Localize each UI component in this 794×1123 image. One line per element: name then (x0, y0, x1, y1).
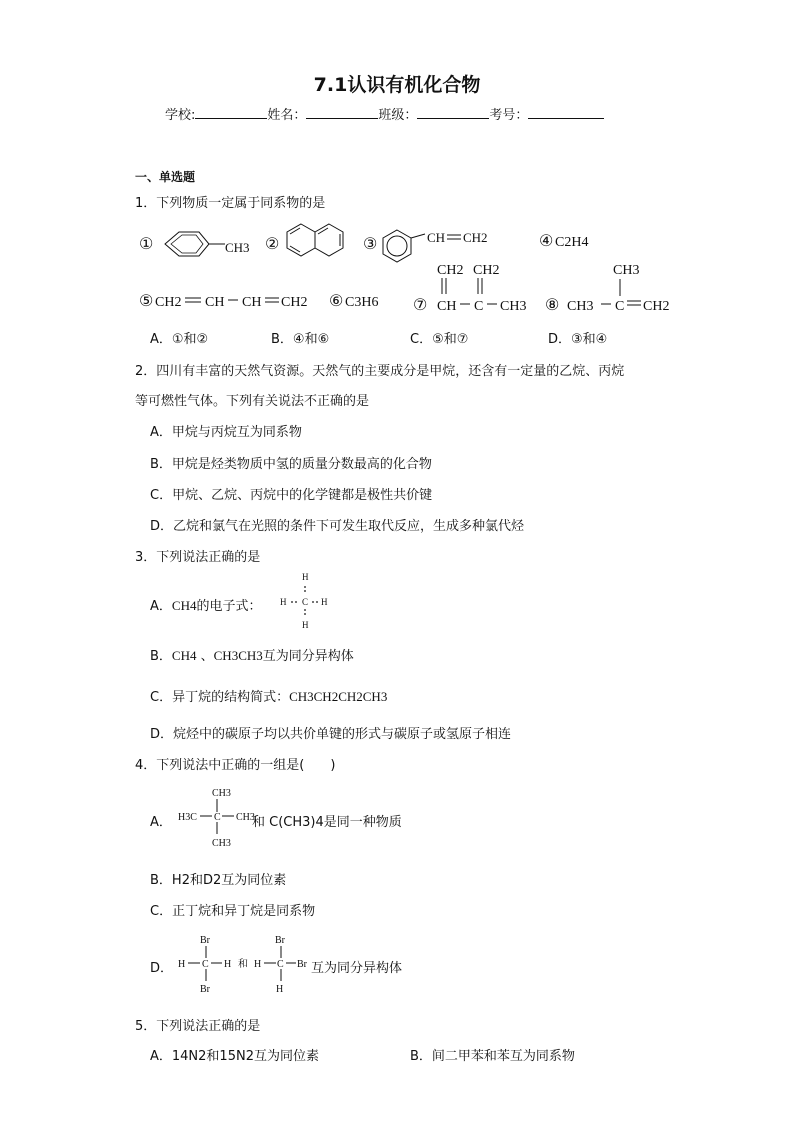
np-ch3-bottom: CH3 (212, 838, 231, 849)
q3-b-sep: 、 (200, 649, 214, 664)
number-blank[interactable] (528, 106, 604, 119)
label-3: ③ (363, 236, 378, 253)
q2-option-b[interactable]: B．甲烷是烃类物质中氢的质量分数最高的化合物 (150, 457, 432, 472)
s7-ch3: CH3 (500, 299, 527, 314)
dbm-and: 和 (238, 959, 248, 970)
dbm2-h-left: H (254, 959, 262, 970)
q3-b-f2: CH3CH3 (213, 648, 263, 663)
q3-a-prefix: A． (150, 599, 172, 614)
ef-h-bottom: H (302, 620, 309, 630)
neopentane-structure (176, 784, 258, 850)
butadiene-ch-a: CH (205, 295, 225, 310)
q3-option-d[interactable]: D．烷烃中的碳原子均以共价单键的形式与碳原子或氢原子相连 (150, 727, 512, 742)
q1-option-c[interactable]: C．⑤和⑦ (410, 332, 469, 347)
q3-a-text: 的电子式： (196, 599, 262, 614)
label-6: ⑥ (329, 293, 344, 310)
q4-a-text: 和 C(CH3)4是同一种物质 (252, 815, 402, 830)
styrene-ch2: CH2 (463, 230, 488, 245)
q3-a-formula: CH4 (171, 598, 197, 613)
q5-option-a[interactable]: A．14N2和15N2互为同位素 (150, 1049, 319, 1064)
q3-b-f1: CH4 (171, 648, 197, 663)
naphthalene-structure (287, 224, 343, 256)
toluene-structure (165, 232, 225, 256)
s8-ch3: CH3 (567, 299, 594, 314)
butadiene-ch2b: CH2 (281, 295, 308, 310)
q3-c-formula: CH3CH2CH2CH3 (289, 689, 388, 704)
dbm1-br-top: Br (200, 935, 210, 946)
dbm2-br-right: Br (297, 959, 307, 970)
q1-option-a[interactable]: A．①和② (150, 332, 209, 347)
toluene-ch3: CH3 (225, 240, 250, 255)
label-4: ④ (539, 233, 554, 250)
q3-stem: 3．下列说法正确的是 (135, 550, 261, 565)
np-ch3-right: CH3 (236, 812, 255, 823)
s7-ch2a: CH2 (437, 263, 464, 278)
q2-stem-line1: 2．四川有丰富的天然气资源。天然气的主要成分是甲烷，还含有一定量的乙烷、丙烷 (135, 364, 625, 379)
label-2: ② (265, 236, 280, 253)
c2h4-formula: C2H4 (555, 235, 589, 250)
styrene-structure (383, 230, 425, 262)
q1-structures (135, 218, 680, 320)
q5-option-b[interactable]: B．间二甲苯和苯互为同系物 (410, 1049, 575, 1064)
label-8: ⑧ (545, 297, 560, 314)
s7-ch2b: CH2 (473, 263, 500, 278)
student-info-line (165, 104, 604, 123)
s7-ch: CH (437, 299, 457, 314)
q4-option-b[interactable]: B．H2和D2互为同位素 (150, 873, 287, 888)
label-1: ① (139, 236, 154, 253)
styrene-ch: CH (427, 230, 446, 245)
q3-c-text: C．异丁烷的结构简式： (150, 690, 290, 705)
name-label: 姓名： (267, 108, 307, 123)
q3-b-prefix: B． (150, 649, 172, 664)
dbm1-br-bottom: Br (200, 984, 210, 995)
q1-stem: 1．下列物质一定属于同系物的是 (135, 196, 326, 211)
ef-h-left: H (280, 597, 287, 607)
number-label: 考号： (489, 108, 529, 123)
ef-c: C (302, 597, 309, 607)
butadiene-ch2a: CH2 (155, 295, 182, 310)
q4-a-prefix[interactable]: A． (150, 815, 172, 830)
q5-stem: 5．下列说法正确的是 (135, 1019, 261, 1034)
dbm2-c: C (277, 959, 284, 970)
q3-option-c[interactable] (150, 686, 387, 705)
methane-electron-formula (277, 570, 337, 630)
dbm2-br-top: Br (275, 935, 285, 946)
school-label: 学校: (165, 108, 196, 123)
dbm1-h-left: H (178, 959, 186, 970)
q4-d-prefix[interactable]: D． (150, 961, 174, 976)
q4-d-text: 互为同分异构体 (311, 961, 403, 976)
s8-c: C (615, 299, 625, 314)
class-label: 班级： (378, 108, 418, 123)
dbm1-h-right: H (224, 959, 232, 970)
dbm2-h-bottom: H (276, 984, 284, 995)
np-c: C (214, 812, 221, 823)
q4-stem: 4．下列说法中正确的一组是( ) (135, 758, 336, 773)
s8-ch3-top: CH3 (613, 263, 640, 278)
s8-ch2: CH2 (643, 299, 670, 314)
q2-stem-line2: 等可燃性气体。下列有关说法不正确的是 (135, 394, 370, 409)
q1-option-b[interactable]: B．④和⑥ (271, 332, 330, 347)
q2-option-c[interactable]: C．甲烷、乙烷、丙烷中的化学键都是极性共价键 (150, 488, 433, 503)
c3h6-formula: C3H6 (345, 295, 379, 310)
label-5: ⑤ (139, 293, 154, 310)
dbm1-c: C (202, 959, 209, 970)
school-blank[interactable] (195, 106, 267, 119)
ef-h-top: H (302, 572, 309, 582)
ef-h-right: H (321, 597, 328, 607)
q3-b-text: 互为同分异构体 (262, 649, 354, 664)
q2-option-a[interactable]: A．甲烷与丙烷互为同系物 (150, 425, 302, 440)
q2-option-d[interactable]: D．乙烷和氯气在光照的条件下可发生取代反应，生成多种氯代烃 (150, 519, 525, 534)
page-title: 7.1认识有机化合物 (313, 74, 481, 96)
q4-option-c[interactable]: C．正丁烷和异丁烷是同系物 (150, 904, 316, 919)
np-ch3-top: CH3 (212, 788, 231, 799)
name-blank[interactable] (306, 106, 378, 119)
np-h3c: H3C (178, 812, 197, 823)
class-blank[interactable] (417, 106, 489, 119)
s7-c: C (474, 299, 484, 314)
section-heading: 一、单选题 (135, 170, 196, 184)
q1-option-d[interactable]: D．③和④ (548, 332, 608, 347)
butadiene-ch-b: CH (242, 295, 262, 310)
label-7: ⑦ (413, 297, 428, 314)
dibromomethane-structures (176, 930, 312, 996)
q3-option-b[interactable] (150, 645, 354, 664)
q3-option-a[interactable] (150, 595, 261, 614)
